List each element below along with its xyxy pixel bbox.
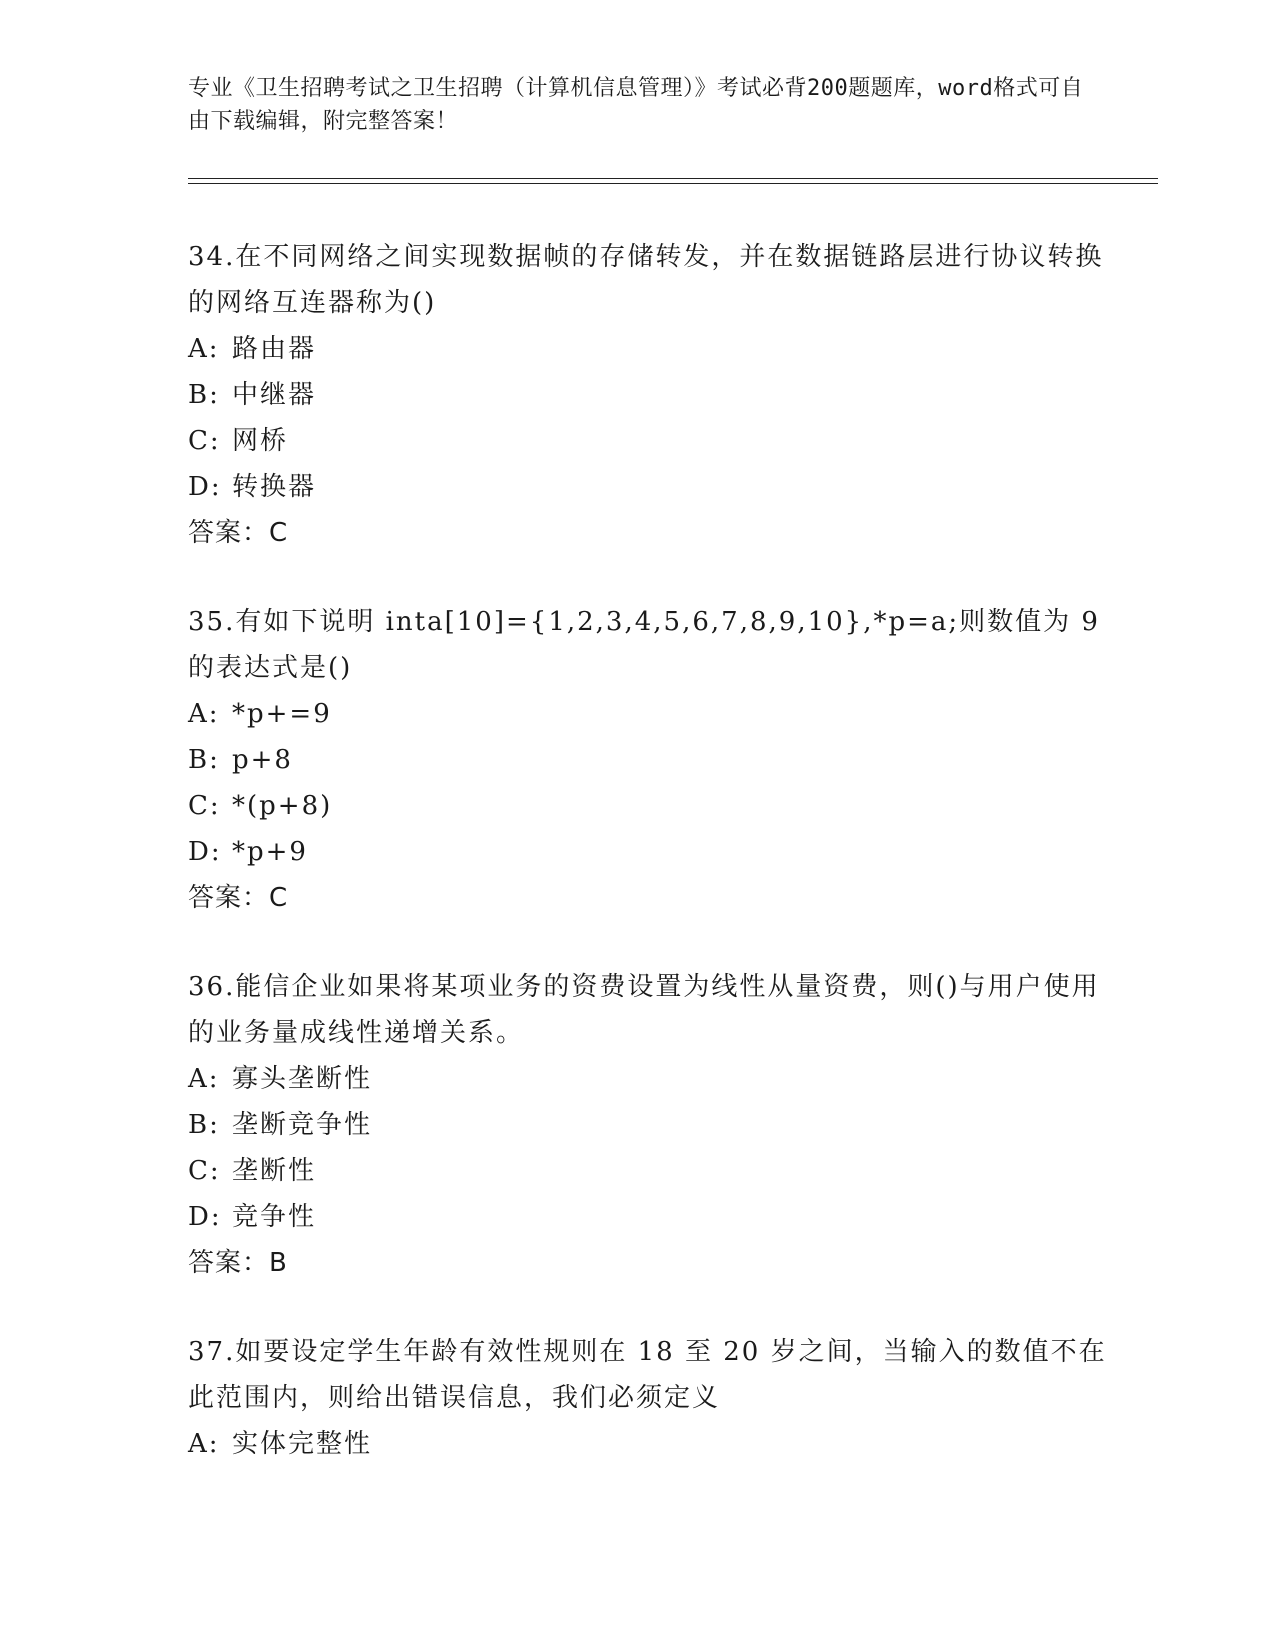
- option-letter: B:: [188, 1110, 220, 1140]
- option-text: *p+=9: [232, 699, 332, 729]
- option-letter: D:: [188, 1202, 222, 1232]
- question-36: [188, 964, 1108, 1286]
- answer-label: 答案：B: [188, 1248, 288, 1278]
- option-text: 网桥: [232, 426, 289, 456]
- header-divider-bottom: [188, 183, 1158, 184]
- option-letter: D:: [188, 837, 222, 867]
- option-c: [188, 418, 1108, 464]
- option-text: 寡头垄断性: [232, 1064, 373, 1094]
- option-text: *p+9: [232, 837, 308, 867]
- option-c: [188, 783, 1108, 829]
- option-c: [188, 1148, 1108, 1194]
- option-a: [188, 1056, 1108, 1102]
- option-d: [188, 464, 1108, 510]
- option-a: [188, 691, 1108, 737]
- option-text: 垄断竞争性: [232, 1110, 373, 1140]
- option-letter: C:: [188, 791, 221, 821]
- document-title: 专业《卫生招聘考试之卫生招聘（计算机信息管理）》考试必背200题题库，word格式可自由下载编辑，附完整答案！: [188, 76, 1084, 134]
- document-header: [188, 72, 1088, 138]
- option-a: [188, 1421, 1108, 1467]
- option-text: p+8: [232, 745, 293, 775]
- question-text: 36.能信企业如果将某项业务的资费设置为线性从量资费，则()与用户使用的业务量成线性递增关系。: [188, 972, 1100, 1048]
- question-37: [188, 1329, 1108, 1467]
- question-35: [188, 599, 1108, 921]
- answer-label: 答案：C: [188, 883, 289, 913]
- option-text: 实体完整性: [232, 1429, 373, 1459]
- option-b: [188, 372, 1108, 418]
- answer-label: 答案：C: [188, 518, 289, 548]
- option-d: [188, 1194, 1108, 1240]
- header-divider-top: [188, 178, 1158, 179]
- option-a: [188, 326, 1108, 372]
- option-text: 转换器: [232, 472, 317, 502]
- option-text: 路由器: [232, 334, 317, 364]
- option-text: 垄断性: [232, 1156, 317, 1186]
- question-text: 37.如要设定学生年龄有效性规则在 18 至 20 岁之间，当输入的数值不在此范围内，则给出错误信息，我们必须定义: [188, 1337, 1107, 1413]
- option-letter: A:: [188, 1429, 220, 1459]
- question-text: 35.有如下说明 inta[10]={1,2,3,4,5,6,7,8,9,10},*p=a;则数值为 9 的表达式是(): [188, 607, 1100, 683]
- option-text: 竞争性: [232, 1202, 317, 1232]
- option-letter: C:: [188, 1156, 221, 1186]
- option-b: [188, 737, 1108, 783]
- option-letter: A:: [188, 1064, 220, 1094]
- option-letter: A:: [188, 334, 220, 364]
- option-letter: A:: [188, 699, 220, 729]
- option-letter: D:: [188, 472, 222, 502]
- question-text: 34.在不同网络之间实现数据帧的存储转发，并在数据链路层进行协议转换的网络互连器称为(): [188, 242, 1104, 318]
- option-text: 中继器: [232, 380, 317, 410]
- option-b: [188, 1102, 1108, 1148]
- option-text: *(p+8): [232, 791, 333, 821]
- option-d: [188, 829, 1108, 875]
- question-34: [188, 234, 1108, 556]
- option-letter: C:: [188, 426, 221, 456]
- option-letter: B:: [188, 380, 220, 410]
- option-letter: B:: [188, 745, 220, 775]
